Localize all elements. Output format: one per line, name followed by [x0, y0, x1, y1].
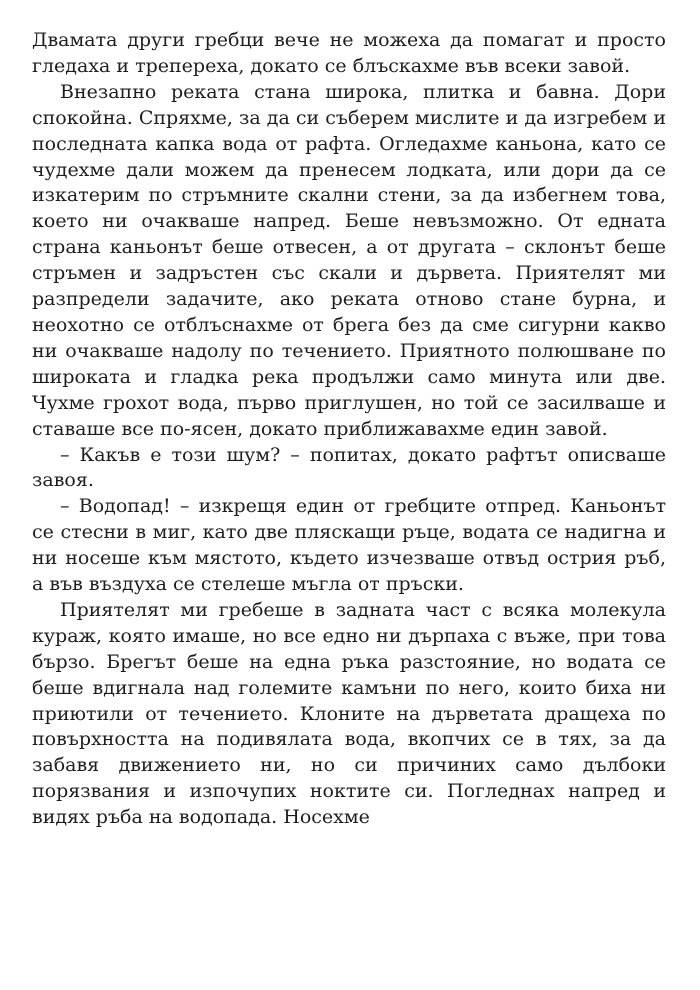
- paragraph-1: Двамата други гребци вече не можеха да помагат и просто гледаха и трепереха, докато се блъскахме във всеки завой.: [32, 29, 666, 77]
- book-page: [32, 28, 666, 831]
- paragraph-4-dialogue: – Водопад! – изкрещя един от гребците отпред. Каньонът се стесни в миг, като две пляскащи ръце, водата се надигна и ни носеше към мястото, където изчезваше отвъд острия ръб, а във въздуха се стелеше мъгла от пръски.: [32, 495, 666, 596]
- paragraph-3-dialogue: – Какъв е този шум? – попитах, докато рафтът описваше завоя.: [32, 443, 666, 492]
- paragraph-2: Внезапно реката стана широка, плитка и бавна. Дори спокойна. Спряхме, за да си съберем мислите и да изгребем и последната капка вода от рафта. Огледахме каньона, като се чудехме дали можем да пренесем лодката, или дори да се изкатерим по стръмните скални стени, за да избегнем това, което ни очакваше напред. Беше невъзможно. От едната страна каньонът беше отвесен, а от другата – склонът беше стръмен и задръстен със скали и дървета. Приятелят ми разпредели задачите, ако реката отново стане бурна, и неохотно се отблъснахме от брега без да сме сигурни какво ни очакваше надолу по течението. Приятното полюшване по широката и гладка река продължи само минута или две. Чухме грохот вода, първо приглушен, но той се засилваше и ставаше все по-ясен, докато приближавахме един завой.: [32, 80, 666, 440]
- paragraph-5: Приятелят ми гребеше в задната част с всяка молекула кураж, която имаше, но все едно ни дърпаха с въже, при това бързо. Брегът беше на една ръка разстояние, но водата се беше вдигнала над големите камъни по него, които биха ни приютили от течението. Клоните на дърветата дращеха по повърхността на подивялата вода, вкопчих се в тях, за да забавя движението ни, но си причиних само дълбоки порязвания и изпочупих ноктите си. Погледнах напред и видях ръба на водопада. Носехме: [32, 598, 666, 829]
